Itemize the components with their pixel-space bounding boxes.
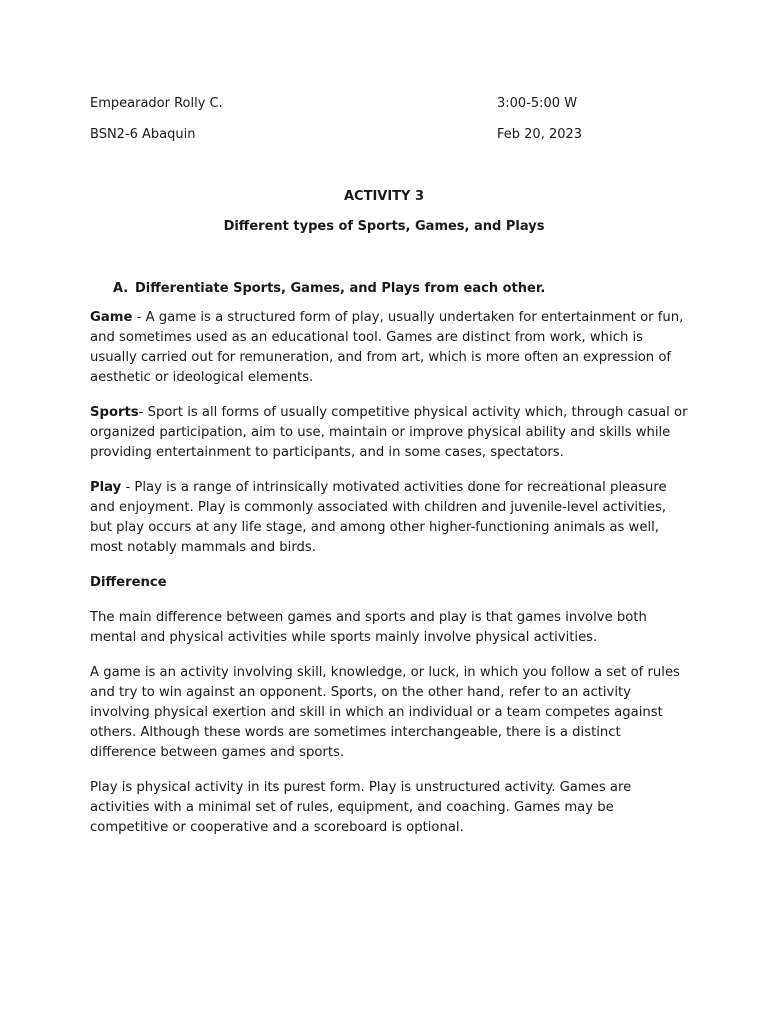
difference-heading: Difference	[90, 575, 167, 590]
definition-sports	[90, 403, 690, 463]
definition-sports-text: - Sport is all forms of usually competitive physical activity which, through casual or organized participation, aim to use, maintain or improve physical ability and skills while providing entertainment to participants, and in some cases, spectators.	[90, 405, 688, 460]
task-text: Differentiate Sports, Games, and Plays from each other.	[135, 281, 546, 296]
definition-game	[90, 308, 690, 388]
task-item	[113, 281, 545, 297]
student-section: BSN2-6 Abaquin	[90, 127, 196, 142]
difference-paragraph: A game is an activity involving skill, knowledge, or luck, in which you follow a set of rules and try to win against an opponent. Sports, on the other hand, refer to an activity involving physical exertion and skill in which an individual or a team competes against others. Although these words are sometimes interchangeable, there is a distinct difference between games and sports.	[90, 665, 680, 760]
term-play: Play	[90, 480, 122, 495]
activity-title: ACTIVITY 3	[343, 189, 425, 204]
activity-subtitle: Different types of Sports, Games, and Plays	[223, 219, 545, 234]
class-schedule: 3:00-5:00 W	[497, 96, 578, 111]
difference-paragraph: Play is physical activity in its purest form. Play is unstructured activity. Games are activities with a minimal set of rules, equipment, and coaching. Games may be competitive or cooperative and a scoreboard is optional.	[90, 780, 632, 835]
difference-paragraph: The main difference between games and sports and play is that games involve both mental and physical activities while sports mainly involve physical activities.	[90, 610, 647, 645]
term-game: Game	[90, 310, 133, 325]
definition-play	[90, 478, 690, 558]
definition-game-text: - A game is a structured form of play, usually undertaken for entertainment or fun, and sometimes used as an educational tool. Games are distinct from work, which is usually carried out for remuneration, and from art, which is more often an expression of aesthetic or ideological elements.	[90, 310, 684, 385]
task-marker: A.	[113, 281, 129, 296]
term-sports: Sports	[90, 405, 139, 420]
submission-date: Feb 20, 2023	[497, 127, 583, 142]
definition-play-text: - Play is a range of intrinsically motivated activities done for recreational pleasure and enjoyment. Play is commonly associated with children and juvenile-level activities, but play occurs at any life stage, and among other higher-functioning animals as well, most notably mammals and birds.	[90, 480, 667, 555]
student-name: Empearador Rolly C.	[90, 96, 223, 111]
